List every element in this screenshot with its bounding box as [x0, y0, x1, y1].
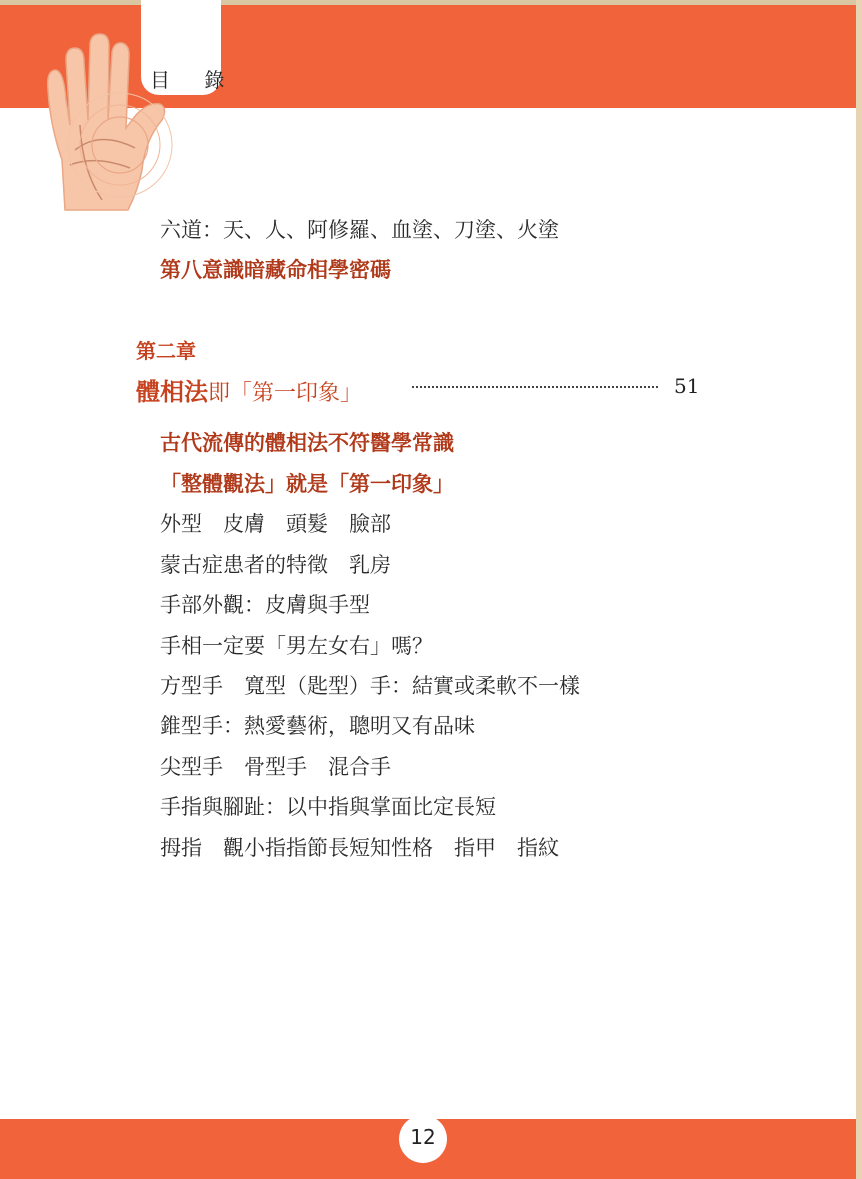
toc-entry-highlight: 古代流傳的體相法不符醫學常識 — [160, 431, 454, 455]
toc-entry: 手部外觀：皮膚與手型 — [160, 593, 370, 617]
chapter-label: 第二章 — [136, 339, 196, 363]
toc-entry: 六道：天、人、阿修羅、血塗、刀塗、火塗 — [160, 218, 559, 242]
chapter-title-main: 體相法 — [136, 378, 208, 406]
toc-entry: 外型 皮膚 頭髮 臉部 — [160, 512, 391, 536]
toc-entry: 手指與腳趾：以中指與掌面比定長短 — [160, 795, 496, 819]
toc-entry: 手相一定要「男左女右」嗎？ — [160, 634, 433, 658]
section-title: 目 錄 — [150, 68, 239, 92]
toc-entry: 錐型手：熱愛藝術，聰明又有品味 — [160, 714, 475, 738]
page-number: 12 — [410, 1125, 436, 1149]
toc-entry-highlight: 第八意識暗藏命相學密碼 — [160, 258, 391, 282]
page-right-edge — [856, 0, 862, 1179]
toc-entry: 尖型手 骨型手 混合手 — [160, 755, 391, 779]
chapter-page-ref: 51 — [674, 374, 700, 398]
toc-entry: 拇指 觀小指指節長短知性格 指甲 指紋 — [160, 836, 559, 860]
chapter-title-sub: 即「第一印象」 — [208, 381, 363, 406]
toc-entry: 蒙古症患者的特徵 乳房 — [160, 553, 391, 577]
dot-leader — [412, 386, 658, 388]
palm-hand-icon — [40, 30, 190, 215]
toc-entry: 方型手 寬型（匙型）手：結實或柔軟不一樣 — [160, 674, 580, 698]
toc-entry-highlight: 「整體觀法」就是「第一印象」 — [160, 472, 454, 496]
chapter-title — [136, 372, 362, 407]
